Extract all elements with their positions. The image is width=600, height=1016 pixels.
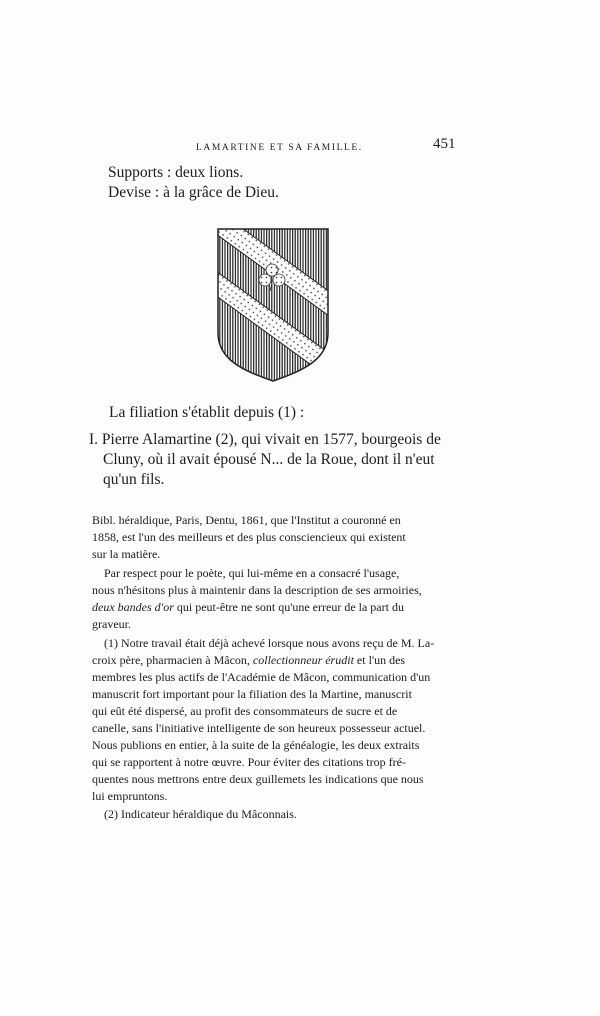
running-title: LAMARTINE ET SA FAMILLE.: [196, 143, 363, 153]
italic-deux-bandes: deux bandes d'or: [92, 600, 174, 614]
note-carryover-line-2: 1858, est l'un des meilleurs et des plus consciencieux qui existent: [92, 530, 406, 544]
page-number: 451: [433, 136, 456, 152]
filiation-intro: La filiation s'établit depuis (1) :: [109, 404, 305, 421]
note-respect-line-2: nous n'hésitons plus à maintenir dans la description de ses armoiries,: [92, 583, 422, 597]
footnote-2: (2) Indicateur héraldique du Mâconnais.: [104, 807, 297, 821]
note-respect-line-3: deux bandes d'or qui peut-être ne sont qu'une erreur de la part du: [92, 600, 404, 614]
blazon-devise: Devise : à la grâce de Dieu.: [108, 184, 279, 201]
footnote-1-line-1: (1) Notre travail était déjà achevé lorsque nous avons reçu de M. La-: [104, 636, 435, 650]
coat-of-arms-shield-icon: [214, 225, 332, 385]
footnote-1-line-4: manuscrit fort important pour la filiation des la Martine, manuscrit: [92, 687, 412, 701]
entry-i-line-2: Cluny, où il avait épousé N... de la Roue, dont il n'eut: [103, 451, 435, 468]
note-respect-line-1: Par respect pour le poète, qui lui-même en a consacré l'usage,: [104, 566, 400, 580]
footnote-1-line-10: lui empruntons.: [92, 789, 168, 803]
footnote-1-line-8: qui se rapportent à notre œuvre. Pour éviter des citations trop fré-: [92, 755, 406, 769]
italic-collectionneur: collectionneur érudit: [252, 653, 354, 667]
footnote-1-line-3: membres les plus actifs de l'Académie de Mâcon, communication d'un: [92, 670, 431, 684]
entry-i-line-3: qu'un fils.: [103, 471, 165, 488]
footnote-1-line-5: qui eût été dispersé, au profit des consommateurs de sucre et de: [92, 704, 398, 718]
footnote-1-line-6: canelle, sans l'initiative intelligente de son heureux possesseur actuel.: [92, 721, 426, 735]
footnote-1-line-7: Nous publions en entier, à la suite de la généalogie, les deux extraits: [92, 738, 420, 752]
blazon-supports: Supports : deux lions.: [108, 164, 244, 181]
entry-i-line-1: I. Pierre Alamartine (2), qui vivait en 1577, bourgeois de: [89, 431, 441, 448]
footnote-1-line-2: croix père, pharmacien à Mâcon, collectionneur érudit et l'un des: [92, 653, 406, 667]
note-carryover-line-3: sur la matière.: [92, 547, 161, 561]
note-respect-line-4: graveur.: [92, 617, 131, 631]
footnote-1-line-9: quentes nous mettrons entre deux guillemets les indications que nous: [92, 772, 424, 786]
note-carryover-line-1: Bibl. héraldique, Paris, Dentu, 1861, que l'Institut a couronné en: [92, 513, 401, 527]
